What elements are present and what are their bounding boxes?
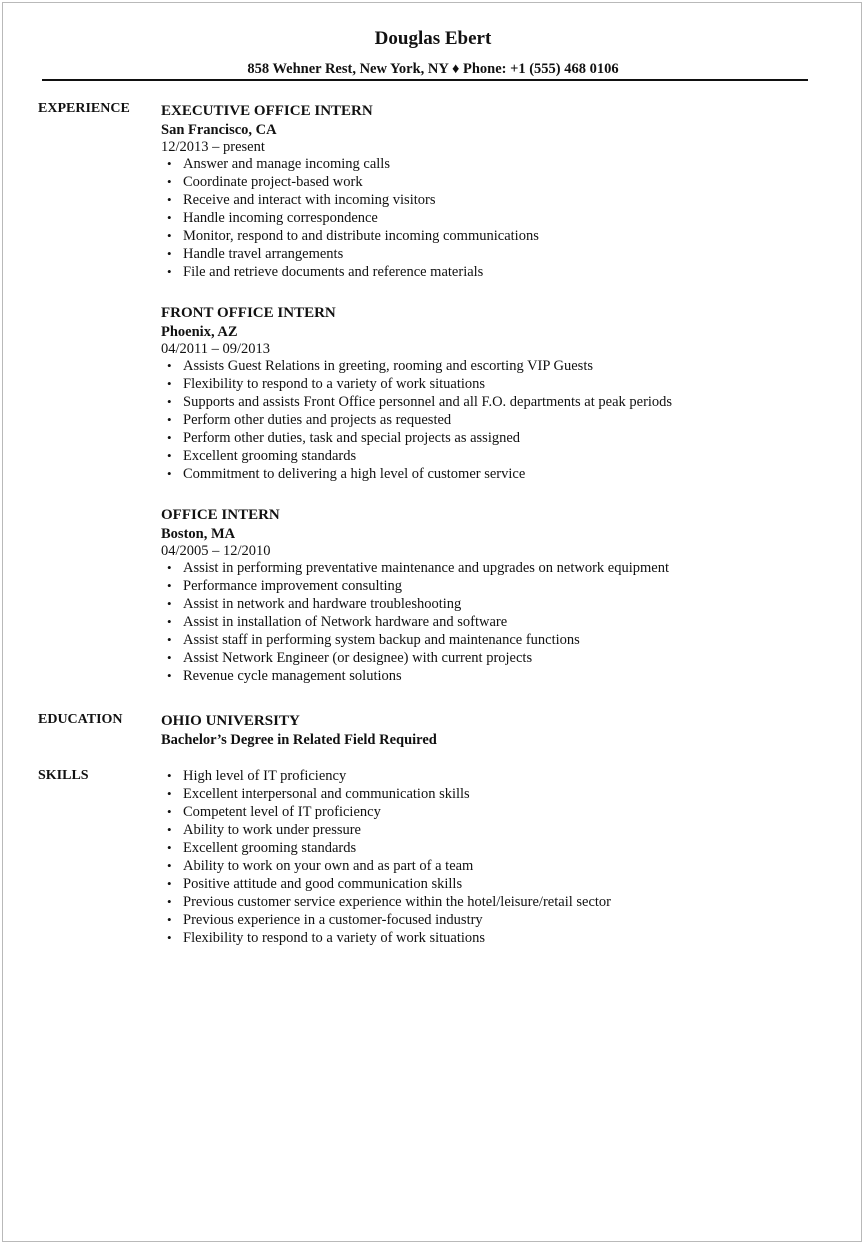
skills-block — [161, 767, 611, 947]
list-item: • Excellent interpersonal and communication skills — [161, 785, 611, 803]
job-location: Boston, MA — [161, 526, 236, 542]
experience-heading: EXPERIENCE — [38, 101, 130, 116]
list-item: • Monitor, respond to and distribute incoming communications — [161, 227, 539, 245]
list-item: • File and retrieve documents and reference materials — [161, 263, 539, 281]
list-item: • Positive attitude and good communication skills — [161, 875, 611, 893]
list-item: • Excellent grooming standards — [161, 447, 672, 465]
list-item: • Answer and manage incoming calls — [161, 155, 539, 173]
list-item: • Previous experience in a customer-focused industry — [161, 911, 611, 929]
job-entry-2 — [161, 303, 672, 483]
job-entry-1 — [161, 101, 539, 281]
list-item: • Receive and interact with incoming visitors — [161, 191, 539, 209]
list-item: • Perform other duties, task and special projects as assigned — [161, 429, 672, 447]
list-item: • Performance improvement consulting — [161, 577, 669, 595]
list-item: • Assist in installation of Network hardware and software — [161, 613, 669, 631]
list-item: • Commitment to delivering a high level of customer service — [161, 465, 672, 483]
list-item: • Assist Network Engineer (or designee) with current projects — [161, 649, 669, 667]
list-item: • Assist in performing preventative maintenance and upgrades on network equipment — [161, 559, 669, 577]
list-item: • Coordinate project-based work — [161, 173, 539, 191]
school-name: OHIO UNIVERSITY — [161, 713, 300, 729]
list-item: • Previous customer service experience within the hotel/leisure/retail sector — [161, 893, 611, 911]
list-item: • Ability to work under pressure — [161, 821, 611, 839]
list-item: • Assist staff in performing system backup and maintenance functions — [161, 631, 669, 649]
candidate-name: Douglas Ebert — [374, 28, 492, 49]
job-location: San Francisco, CA — [161, 122, 277, 138]
list-item: • High level of IT proficiency — [161, 767, 611, 785]
job-dates: 04/2005 – 12/2010 — [161, 543, 271, 559]
list-item: • Competent level of IT proficiency — [161, 803, 611, 821]
list-item: • Supports and assists Front Office personnel and all F.O. departments at peak periods — [161, 393, 672, 411]
skills-list — [161, 767, 611, 947]
list-item: • Handle incoming correspondence — [161, 209, 539, 227]
list-item: • Perform other duties and projects as requested — [161, 411, 672, 429]
job-dates: 12/2013 – present — [161, 139, 265, 155]
list-item: • Ability to work on your own and as part of a team — [161, 857, 611, 875]
list-item: • Handle travel arrangements — [161, 245, 539, 263]
contact-line: 858 Wehner Rest, New York, NY ♦ Phone: +1 (555) 468 0106 — [247, 61, 619, 77]
education-heading: EDUCATION — [38, 712, 123, 727]
degree: Bachelor’s Degree in Related Field Required — [161, 732, 437, 748]
list-item: • Flexibility to respond to a variety of work situations — [161, 929, 611, 947]
job-title: FRONT OFFICE INTERN — [161, 305, 336, 321]
job-title: EXECUTIVE OFFICE INTERN — [161, 103, 373, 119]
job-duties-list — [161, 559, 669, 685]
job-duties-list — [161, 357, 672, 483]
list-item: • Flexibility to respond to a variety of work situations — [161, 375, 672, 393]
header-divider — [42, 79, 808, 81]
job-duties-list — [161, 155, 539, 281]
list-item: • Assist in network and hardware troubleshooting — [161, 595, 669, 613]
job-dates: 04/2011 – 09/2013 — [161, 341, 271, 357]
list-item: • Revenue cycle management solutions — [161, 667, 669, 685]
education-entry — [161, 711, 437, 749]
job-title: OFFICE INTERN — [161, 507, 280, 523]
job-entry-3 — [161, 505, 669, 685]
list-item: • Assists Guest Relations in greeting, rooming and escorting VIP Guests — [161, 357, 672, 375]
skills-heading: SKILLS — [38, 768, 89, 783]
job-location: Phoenix, AZ — [161, 324, 238, 340]
list-item: • Excellent grooming standards — [161, 839, 611, 857]
